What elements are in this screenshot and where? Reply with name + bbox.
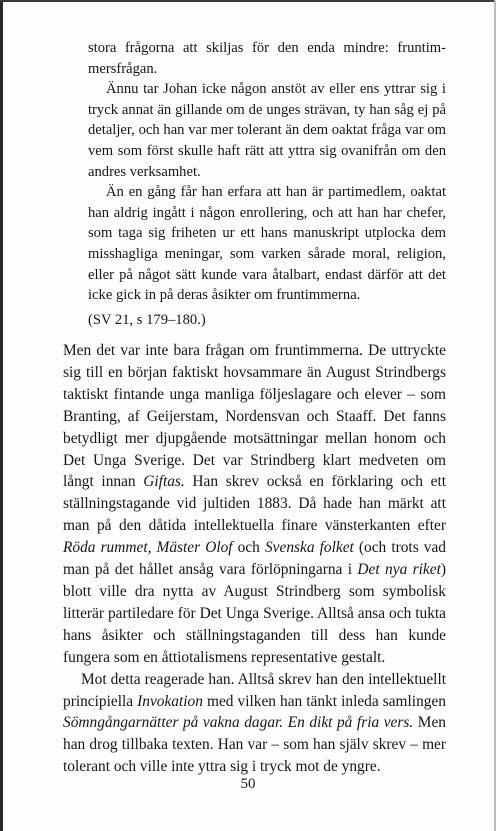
body-paragraph-1 — [63, 340, 446, 669]
body-paragraph-2 — [63, 669, 446, 779]
body-text — [63, 340, 446, 778]
quote-paragraph-3: Än en gång får han erfara att han är partimedlem, oaktat han aldrig ingått i någon enrollering, och att han har chefer, som taga sig friheten ur ett hans manuskript utplocka dem misshagliga meningar, som varken sårade moral, religion, eller på något sätt kunde vara åtalbart, endast därför att det icke gick in på deras åsikter om fruntimmerna. — [88, 184, 446, 304]
quote-paragraph-2: Ännu tar Johan icke någon anstöt av eller ens yttrar sig i tryck annat än gillande om de unges strävan, ty han såg ej på detaljer, och han var mer tolerant än dem oaktat fråga var om vem som först skulle haft rätt att yttra sig ovanifrån om den andres verksamhet. — [88, 81, 446, 180]
scan-edge-left — [0, 0, 3, 831]
body-text-run: Han skrev också en förklaring och ett ställningstagande vid jultiden 1883. Då hade han märkt att man på den dåtida intellektuella finare vänsterkanten efter — [63, 473, 447, 535]
quote-paragraph-1: stora frågorna att skiljas för den enda mindre: fruntimmersfrågan. — [88, 40, 446, 77]
title-svenska-folket: Svenska folket — [264, 539, 354, 557]
body-text-run: Men han drog tillbaka texten. Han var – som han själv skrev – mer tolerant och ville inte yttra sig i tryck mot de yngre. — [63, 714, 447, 776]
title-roda-rummet: Röda rummet, Mäster Olof — [63, 539, 233, 557]
page-number: 50 — [240, 776, 256, 792]
title-somngangarnatter: Sömngångarnätter på vakna dagar. En dikt på fria vers. — [63, 714, 414, 732]
body-text-run: (och trots vad man på det hållet ansåg vara förlöpningarna i — [63, 539, 446, 579]
quote-reference: (SV 21, s 179–180.) — [88, 311, 206, 328]
block-quote — [88, 38, 446, 330]
body-text-run: och — [232, 539, 265, 557]
body-text-run: med vilken han tänkt inleda samlingen — [202, 692, 446, 710]
title-invokation: Invokation — [137, 692, 203, 710]
body-text-run: ) blott ville dra nytta av August Strindberg som symbolisk litterär partiledare för Det Unga Sverige. Alltså ansa och tukta hans åsikter och ställningstaganden till dess han kunde fungera som en åttiotalismens representative gestalt. — [63, 561, 446, 666]
scan-edge-top — [0, 0, 496, 2]
body-text-run: Mot detta reagerade han. Alltså skrev han den intellektuellt principiella — [63, 670, 446, 710]
title-det-nya-riket: Det nya riket — [357, 561, 441, 579]
title-giftas: Giftas. — [143, 473, 185, 491]
body-text-run: Men det var inte bara frågan om fruntimmerna. De uttryckte sig till en början faktiskt hovsammare än August Strindbergs taktiskt fintande unga manliga följeslagare och elever – som Branting, af Geijerstam, Nordensvan och Staaff. Det fanns betydligt mer djupgående motsättningar mellan honom och Det Unga Sverige. Det var Strindberg klart medveten om långt innan — [63, 342, 446, 491]
